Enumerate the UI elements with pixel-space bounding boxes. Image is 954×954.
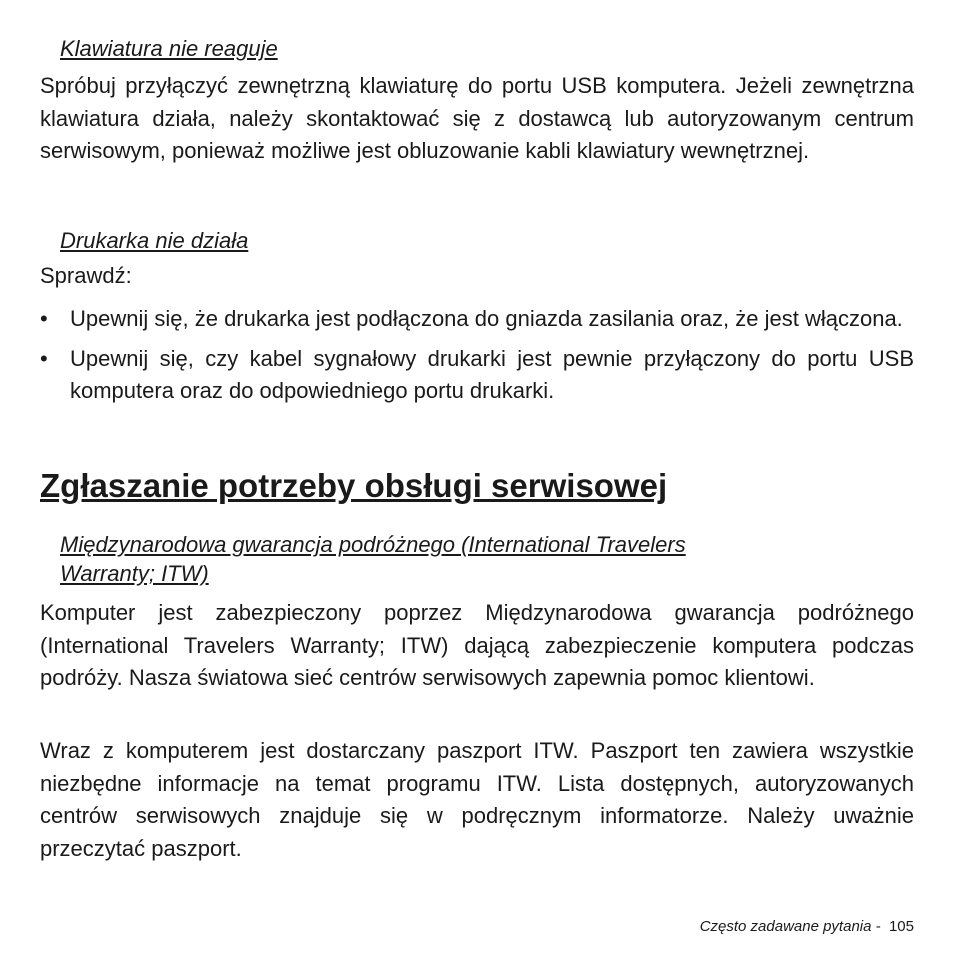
bullet-text: Upewnij się, że drukarka jest podłączona do gniazda zasilania oraz, że jest włączona. [70, 306, 903, 331]
itw-heading-line1: Międzynarodowa gwarancja podróżnego (International Travelers [60, 532, 686, 557]
itw-heading [60, 530, 686, 588]
footer-section-name: Często zadawane pytania - [699, 918, 889, 935]
keyboard-heading: Klawiatura nie reaguje [60, 36, 278, 61]
bullet-icon: • [40, 345, 48, 371]
itw-paragraph-1: Komputer jest zabezpieczony poprzez Międzynarodowa gwarancja podróżnego (International Travelers Warranty; ITW) dającą zabezpieczenie komputera podczas podróży. Nasza światowa sieć centrów serwisowych zapewnia pomoc klientowi. [40, 600, 914, 690]
printer-heading: Drukarka nie działa [60, 228, 249, 253]
page-number: 105 [888, 918, 914, 935]
bullet-icon: • [40, 306, 48, 331]
page-footer [700, 918, 914, 935]
keyboard-paragraph: Spróbuj przyłączyć zewnętrzną klawiaturę do portu USB komputera. Jeżeli zewnętrzna klawiatura działa, należy skontaktować się z dostawcą lub autoryzowanym centrum serwisowym, ponieważ możliwe jest obluzowanie kabli klawiatury wewnętrznej. [40, 73, 914, 163]
list-item [40, 343, 914, 408]
list-item [40, 303, 914, 336]
itw-heading-line2: Warranty; ITW) [60, 561, 209, 586]
itw-paragraph-2: Wraz z komputerem jest dostarczany paszport ITW. Paszport ten zawiera wszystkie niezbędne informacje na temat programu ITW. Lista dostępnych, autoryzowanych centrów serwisowych znajduje się w podręcznym informatorze. Należy uważnie przeczytać paszport. [40, 738, 914, 861]
printer-intro: Sprawdź: [40, 263, 132, 288]
printer-checklist [40, 303, 914, 408]
section-title: Zgłaszanie potrzeby obsługi serwisowej [40, 467, 668, 504]
bullet-text: Upewnij się, czy kabel sygnałowy drukarki jest pewnie przyłączony do portu USB komputera oraz do odpowiedniego portu drukarki. [70, 345, 914, 403]
